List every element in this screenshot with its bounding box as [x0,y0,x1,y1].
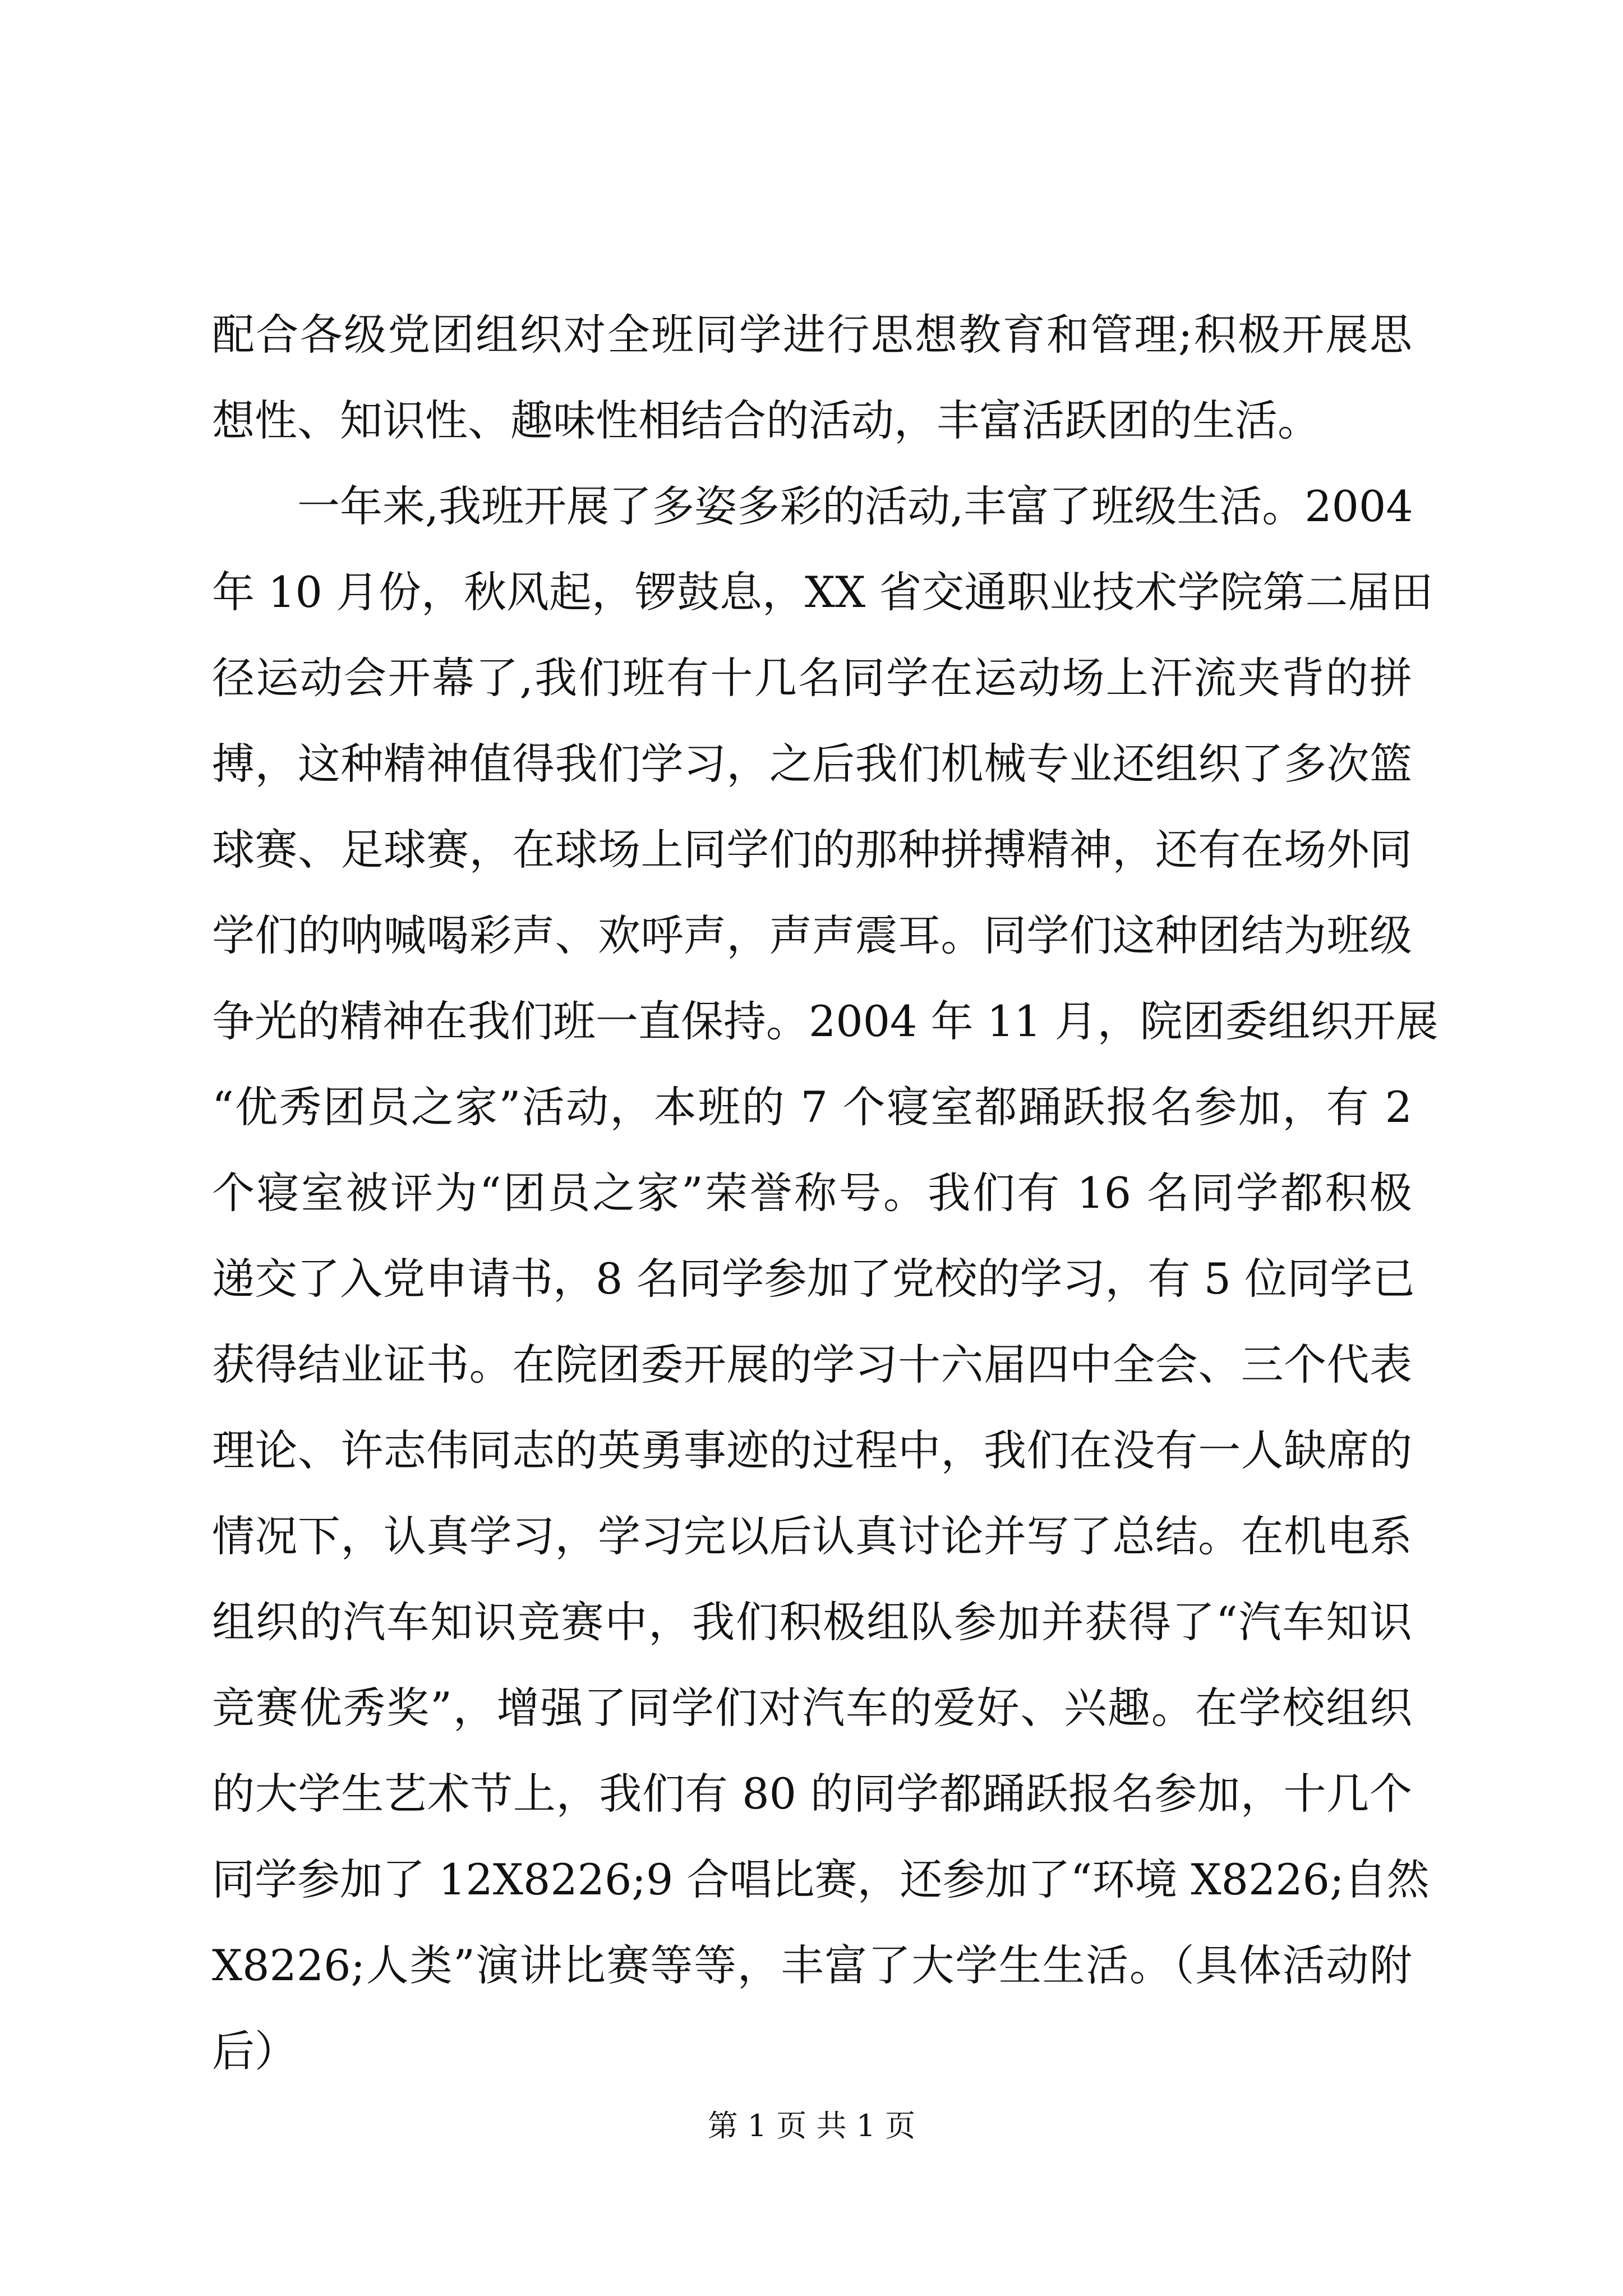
text-line: 个寝室被评为“团员之家”荣誉称号。我们有 16 名同学都积极 [212,1168,1412,1218]
text-line: 年 10 月份，秋风起，锣鼓息，XX 省交通职业技术学院第二届田 [212,567,1433,617]
text-line: 一年来,我班开展了多姿多彩的活动,丰富了班级生活。2004 [212,481,1413,531]
text-line: 获得结业证书。在院团委开展的学习十六届四中全会、三个代表 [212,1340,1412,1389]
text-line: 的大学生艺术节上，我们有 80 的同学都踊跃报名参加，十几个 [212,1769,1412,1819]
text-line: 争光的精神在我们班一直保持。2004 年 11 月，院团委组织开展 [212,996,1438,1046]
text-line: 配合各级党团组织对全班同学进行思想教育和管理;积极开展思 [212,310,1412,360]
body-text [212,292,1438,2094]
text-line: 想性、知识性、趣味性相结合的活动，丰富活跃团的生活。 [212,395,1320,445]
text-line: 情况下，认真学习，学习完以后认真讨论并写了总结。在机电系 [212,1511,1412,1561]
text-line: 同学参加了 12X8226;9 合唱比赛，还参加了“环境 X8226;自然 [212,1855,1430,1904]
text-line: “优秀团员之家”活动，本班的 7 个寝室都踊跃报名参加，有 2 [212,1082,1412,1132]
text-line: 递交了入党申请书，8 名同学参加了党校的学习，有 5 位同学已 [212,1254,1415,1304]
text-line: 径运动会开幕了,我们班有十几名同学在运动场上汗流夹背的拼 [212,653,1412,703]
page-footer: 第 1 页 共 1 页 [707,2108,916,2143]
text-line: 学们的呐喊喝彩声、欢呼声，声声震耳。同学们这种团结为班级 [212,910,1412,960]
text-line: 竞赛优秀奖”，增强了同学们对汽车的爱好、兴趣。在学校组织 [212,1683,1412,1733]
text-line: 理论、许志伟同志的英勇事迹的过程中，我们在没有一人缺席的 [212,1425,1412,1475]
text-line: 球赛、足球赛，在球场上同学们的那种拼搏精神，还有在场外同 [212,825,1412,875]
text-line: 组织的汽车知识竞赛中，我们积极组队参加并获得了“汽车知识 [212,1597,1412,1647]
text-line: X8226;人类”演讲比赛等等，丰富了大学生生活。（具体活动附 [212,1940,1412,1990]
text-line: 搏，这种精神值得我们学习，之后我们机械专业还组织了多次篮 [212,739,1412,789]
text-line: 后） [212,2026,297,2076]
